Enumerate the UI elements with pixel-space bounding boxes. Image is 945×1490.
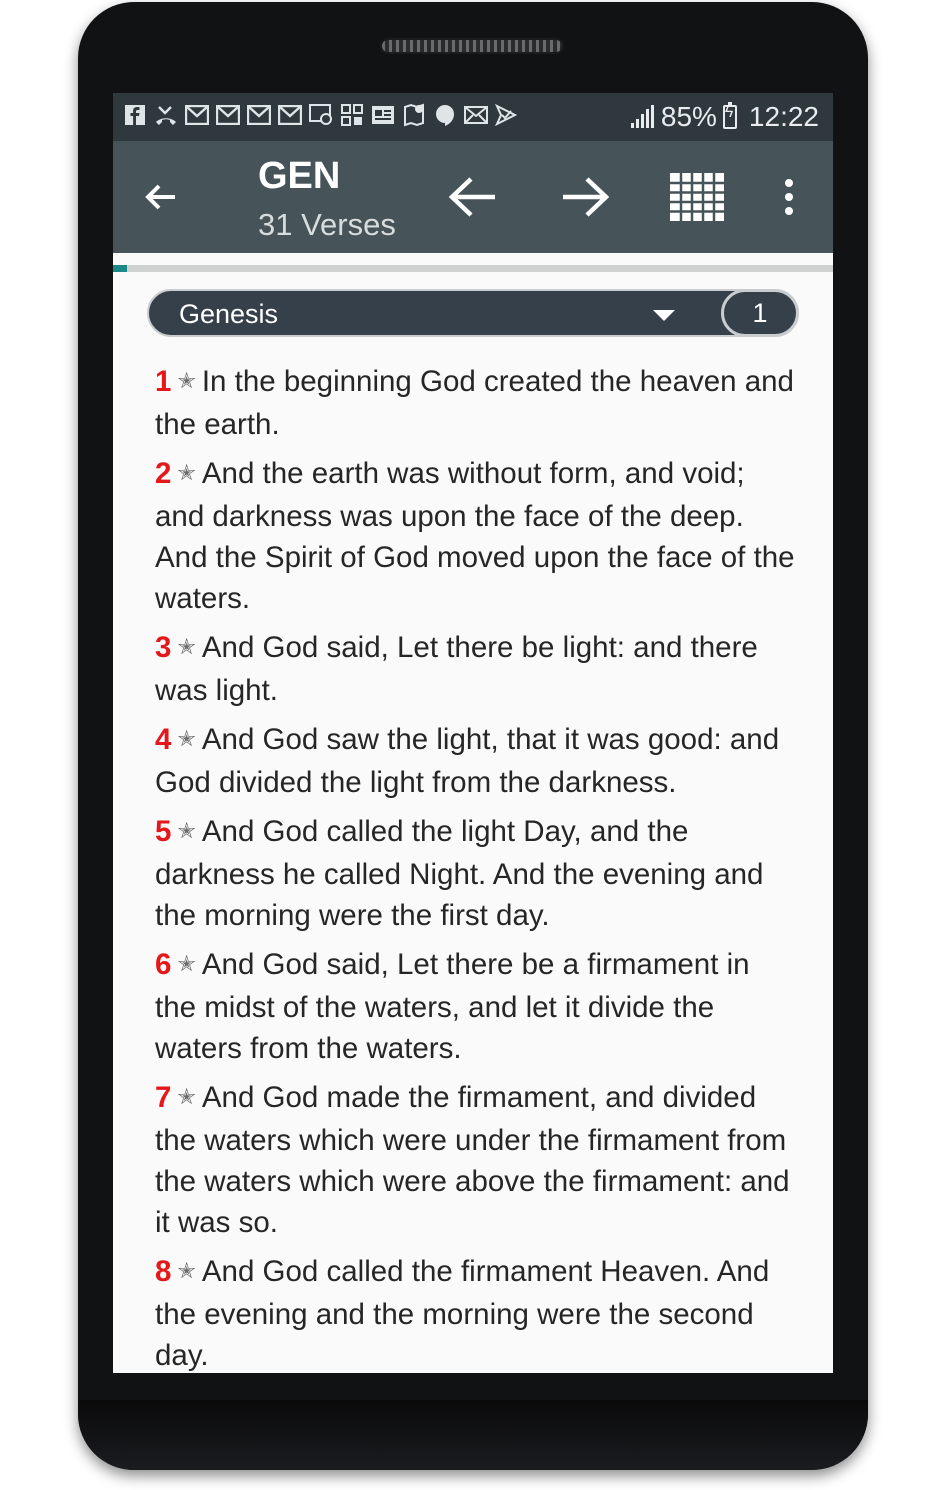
verse-item[interactable] bbox=[155, 453, 795, 619]
overflow-menu-icon[interactable] bbox=[757, 165, 821, 229]
verse-number: 3 bbox=[155, 631, 172, 664]
reading-progress-bar bbox=[113, 265, 833, 272]
page-title: GEN bbox=[258, 155, 341, 197]
bookmark-star-icon[interactable]: ✭ bbox=[177, 368, 196, 393]
dropdown-arrow-icon[interactable] bbox=[653, 310, 675, 321]
missed-call-icon bbox=[154, 103, 178, 127]
verse-text: And God called the firmament Heaven. And the evening and the morning were the second day. bbox=[155, 1255, 770, 1372]
bookmark-star-icon[interactable]: ✭ bbox=[177, 951, 196, 976]
facebook-icon bbox=[123, 103, 147, 127]
verse-number: 4 bbox=[155, 723, 172, 756]
back-arrow-icon[interactable] bbox=[129, 165, 193, 229]
verse-item[interactable] bbox=[155, 944, 795, 1069]
verse-list bbox=[155, 361, 795, 1373]
verse-number: 7 bbox=[155, 1081, 172, 1114]
bookmark-star-icon[interactable]: ✭ bbox=[177, 634, 196, 659]
book-name: Genesis bbox=[179, 299, 279, 329]
verse-count: 31 Verses bbox=[258, 207, 396, 242]
gmail-icon bbox=[247, 103, 271, 127]
verse-item[interactable] bbox=[155, 811, 795, 936]
gmail-icon bbox=[278, 103, 302, 127]
bookmark-star-icon[interactable]: ✭ bbox=[177, 818, 196, 843]
status-bar bbox=[113, 93, 833, 141]
news-icon bbox=[371, 103, 395, 127]
hangouts-icon bbox=[433, 103, 457, 127]
verse-item[interactable] bbox=[155, 361, 795, 445]
maps-icon bbox=[402, 103, 426, 127]
previous-arrow-icon[interactable] bbox=[441, 165, 505, 229]
clock: 12:22 bbox=[748, 101, 819, 132]
verse-text: And God saw the light, that it was good: and God divided the light from the darkness. bbox=[155, 723, 780, 799]
verse-text: And God made the firmament, and divided the waters which were under the firmament from the waters which were above the firmament: and it was so. bbox=[155, 1081, 790, 1239]
next-arrow-icon[interactable] bbox=[553, 165, 617, 229]
bookmark-star-icon[interactable]: ✭ bbox=[177, 460, 196, 485]
battery-charging-icon bbox=[723, 105, 737, 129]
bookmark-star-icon[interactable]: ✭ bbox=[177, 1258, 196, 1283]
battery-percent: 85% bbox=[660, 101, 717, 132]
screen bbox=[113, 93, 833, 1373]
verse-item[interactable] bbox=[155, 627, 795, 711]
gmail-icon bbox=[216, 103, 240, 127]
verse-number: 5 bbox=[155, 815, 172, 848]
signal-icon bbox=[629, 104, 655, 130]
verse-text: And God called the light Day, and the darkness he called Night. And the evening and the morning were the first day. bbox=[155, 815, 764, 932]
book-selector[interactable] bbox=[147, 289, 799, 337]
verse-text: And God said, Let there be light: and there was light. bbox=[155, 631, 758, 707]
verse-item[interactable] bbox=[155, 1251, 795, 1373]
chapter-selector[interactable]: 1 bbox=[721, 289, 799, 337]
qr-icon bbox=[340, 103, 364, 127]
verse-item[interactable] bbox=[155, 719, 795, 803]
gmail-icon bbox=[185, 103, 209, 127]
verse-number: 2 bbox=[155, 457, 172, 490]
check-icon bbox=[495, 103, 519, 127]
phone-bottom-edge bbox=[78, 1400, 868, 1470]
reading-progress-fill bbox=[113, 265, 127, 272]
earpiece-speaker bbox=[380, 38, 564, 54]
verse-number: 8 bbox=[155, 1255, 172, 1288]
grid-icon[interactable] bbox=[665, 165, 729, 229]
verse-number: 1 bbox=[155, 365, 172, 398]
bookmark-star-icon[interactable]: ✭ bbox=[177, 726, 196, 751]
status-right bbox=[629, 101, 819, 133]
bookmark-star-icon[interactable]: ✭ bbox=[177, 1084, 196, 1109]
notification-icons bbox=[123, 103, 519, 127]
app-bar bbox=[113, 141, 833, 253]
mail-icon bbox=[464, 103, 488, 127]
verse-text: And the earth was without form, and void; and darkness was upon the face of the deep. And the Spirit of God moved upon the face of the waters. bbox=[155, 457, 795, 615]
verse-text: And God said, Let there be a firmament in the midst of the waters, and let it divide the waters from the waters. bbox=[155, 948, 750, 1065]
verse-number: 6 bbox=[155, 948, 172, 981]
verse-item[interactable] bbox=[155, 1077, 795, 1243]
verse-text: In the beginning God created the heaven and the earth. bbox=[155, 365, 794, 441]
email-icon bbox=[309, 103, 333, 127]
